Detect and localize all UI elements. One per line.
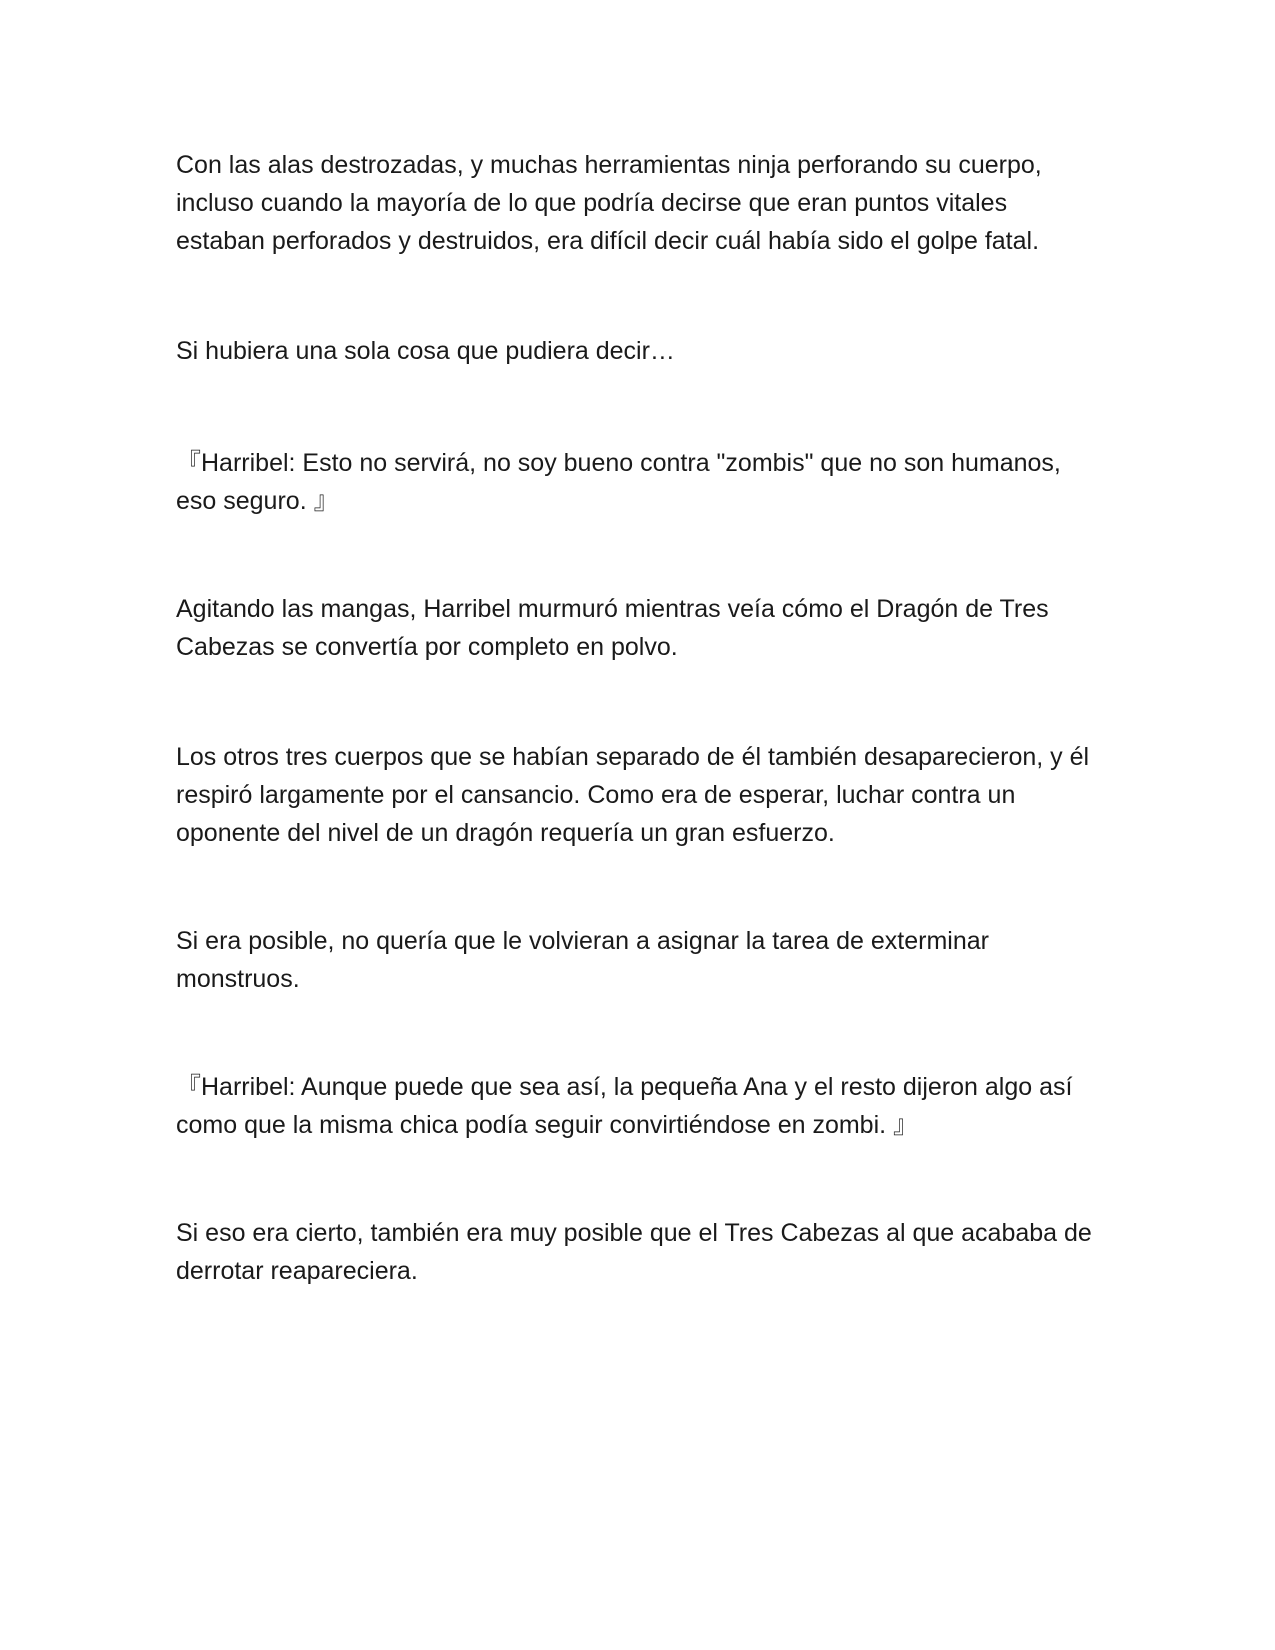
paragraph-5: Los otros tres cuerpos que se habían separado de él también desaparecieron, y él respiró largamente por el cansancio. Como era de esperar, luchar contra un oponente del nivel de un dragón requería un gran esfuerzo. bbox=[176, 743, 1090, 847]
dialogue-harribel-2: 『Harribel: Aunque puede que sea así, la pequeña Ana y el resto dijeron algo así como que la misma chica podía seguir convirtiéndose en zombi. 』 bbox=[176, 1073, 1073, 1139]
paragraph-4: Agitando las mangas, Harribel murmuró mientras veía cómo el Dragón de Tres Cabezas se convertía por completo en polvo. bbox=[176, 595, 1049, 661]
paragraph-6: Si era posible, no quería que le volvieran a asignar la tarea de exterminar monstruos. bbox=[176, 927, 989, 993]
document-body bbox=[176, 146, 1096, 1290]
paragraph-2: Si hubiera una sola cosa que pudiera decir… bbox=[176, 337, 675, 365]
dialogue-harribel-1: 『Harribel: Esto no servirá, no soy bueno contra "zombis" que no son humanos, eso seguro. 』 bbox=[176, 449, 1061, 515]
paragraph-1: Con las alas destrozadas, y muchas herramientas ninja perforando su cuerpo, incluso cuando la mayoría de lo que podría decirse que eran puntos vitales estaban perforados y destruidos, era difícil decir cuál había sido el golpe fatal. bbox=[176, 151, 1042, 255]
paragraph-8: Si eso era cierto, también era muy posible que el Tres Cabezas al que acababa de derrotar reapareciera. bbox=[176, 1219, 1092, 1285]
